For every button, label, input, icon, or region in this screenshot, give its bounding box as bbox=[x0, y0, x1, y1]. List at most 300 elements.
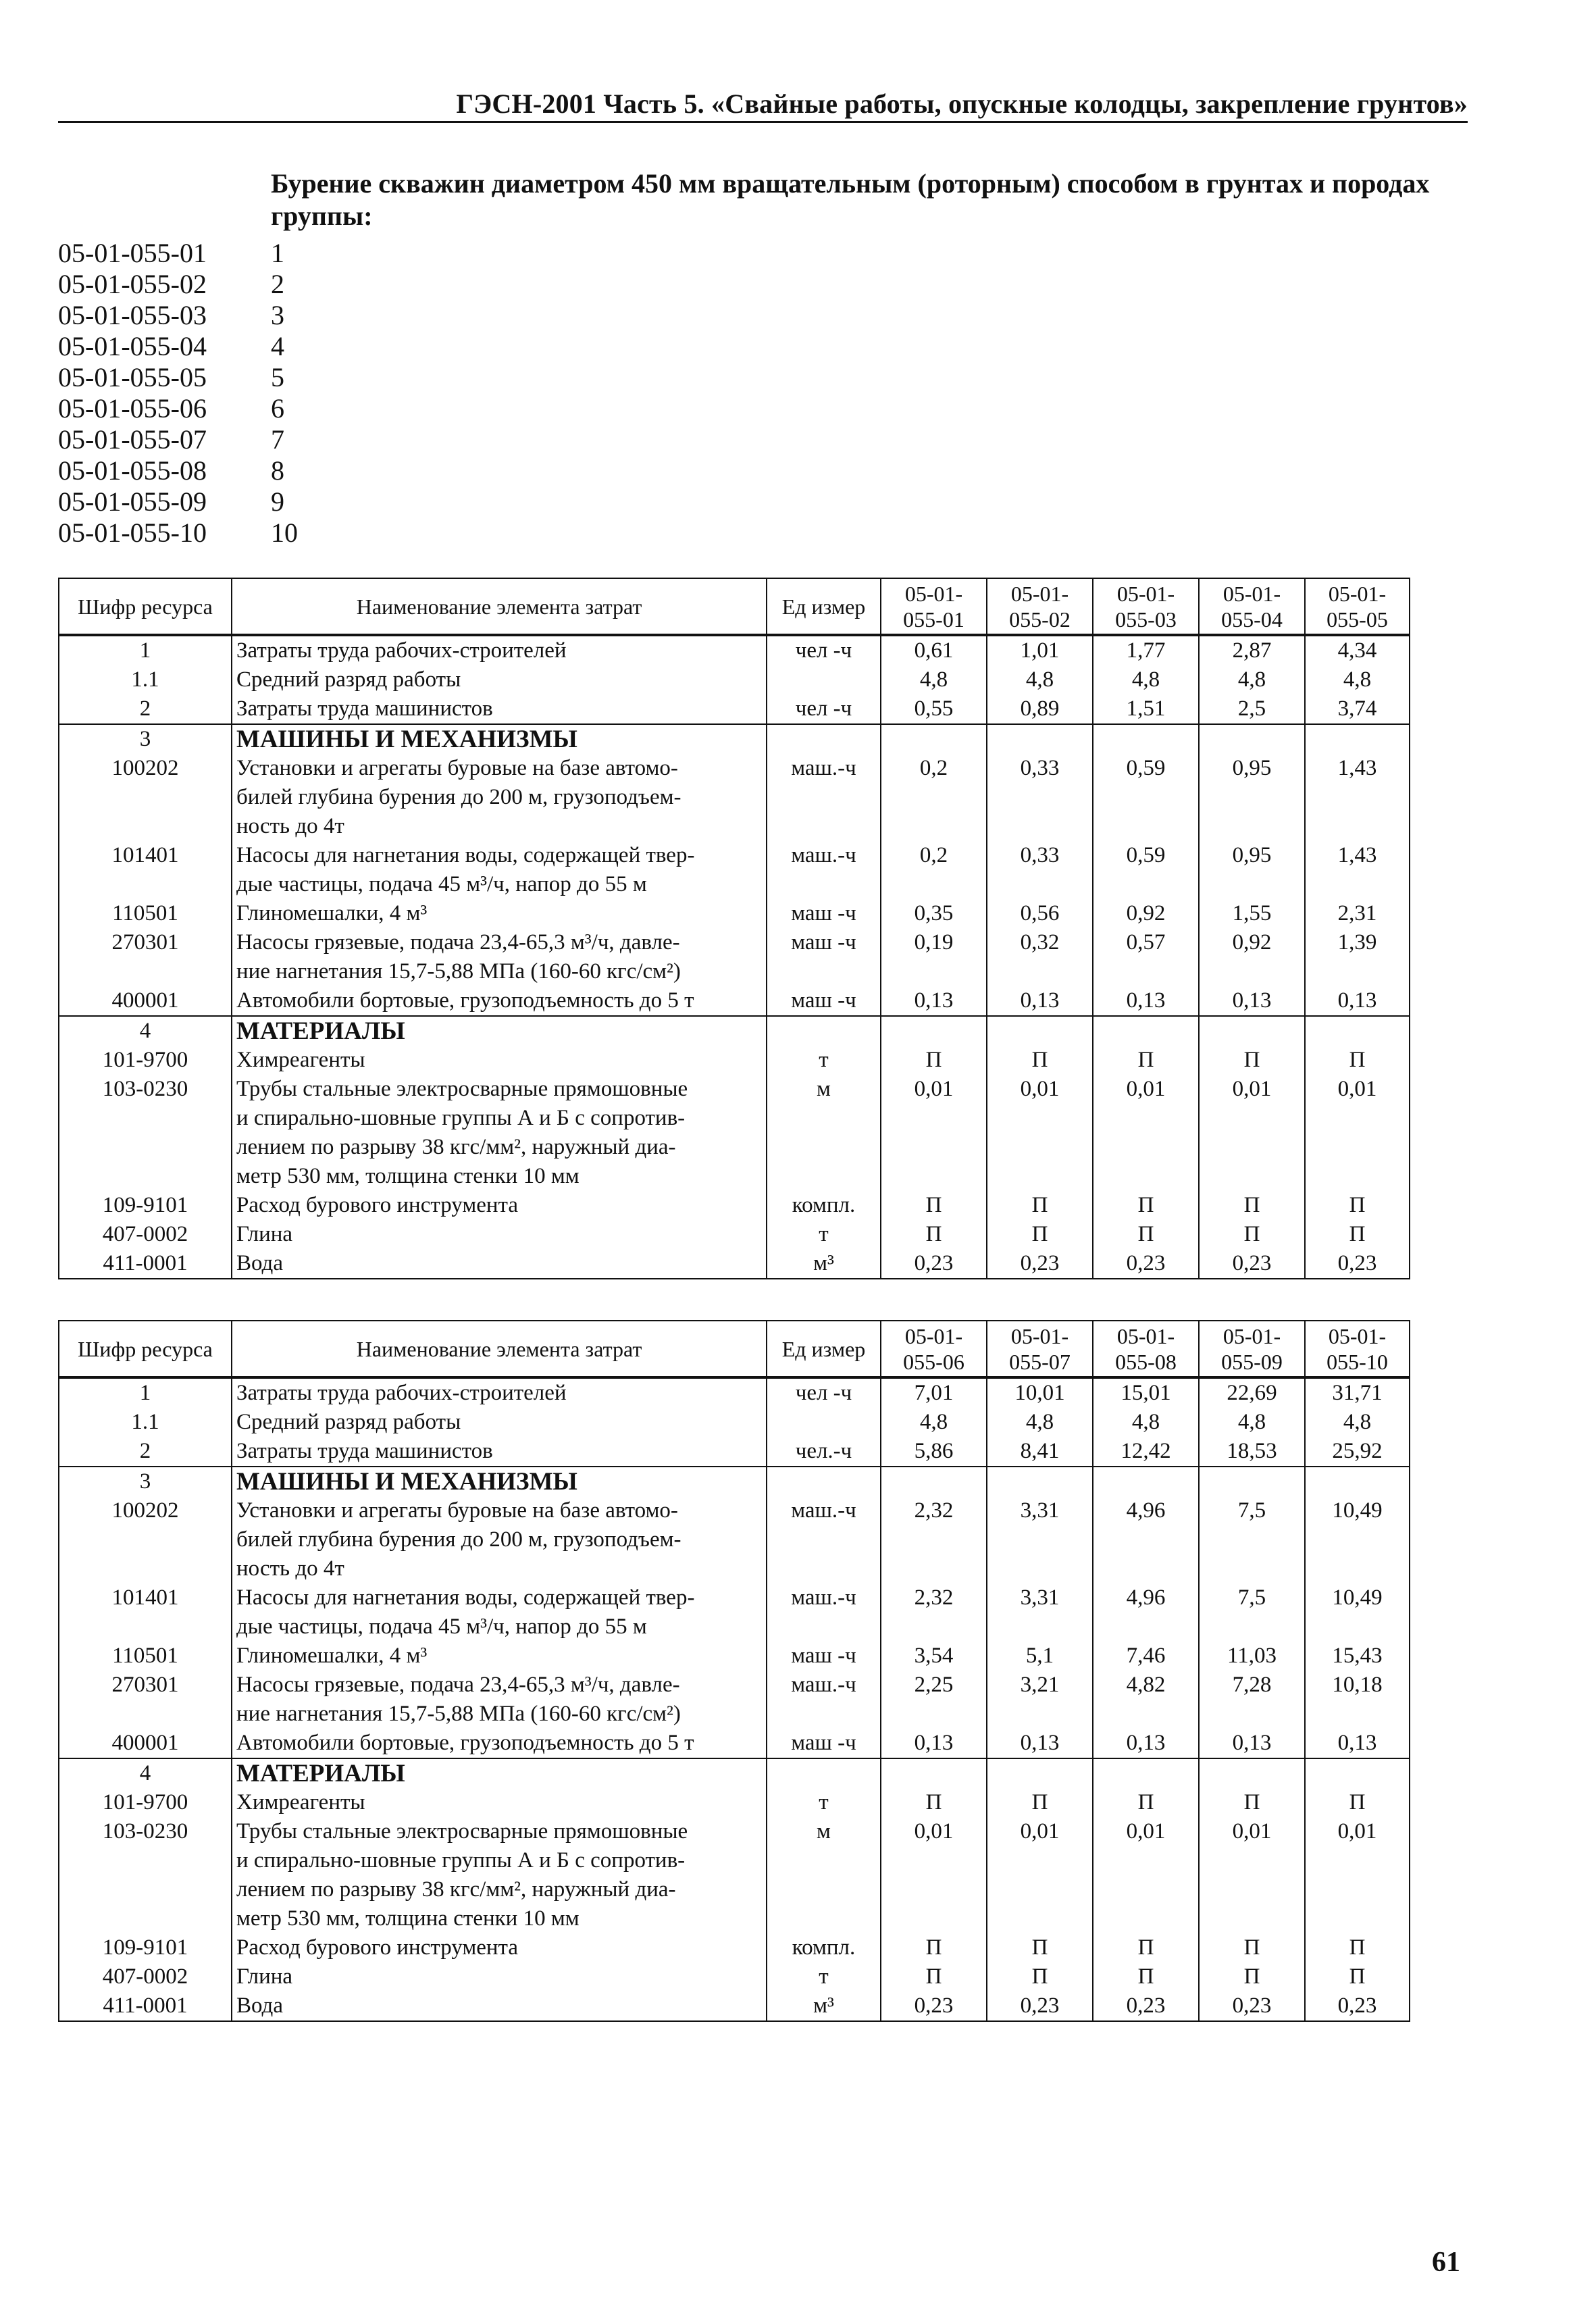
resource-name-line: метр 530 мм, толщина стенки 10 мм bbox=[236, 1164, 580, 1188]
resource-name-line: Глиномешалки, 4 м³ bbox=[236, 901, 428, 925]
resource-row bbox=[59, 1408, 1410, 1437]
resource-name-line: ность до 4т bbox=[236, 814, 344, 838]
code-row bbox=[58, 393, 1470, 424]
resource-code: 407-0002 bbox=[59, 1220, 232, 1249]
value-cell: 11,03 bbox=[1199, 1642, 1305, 1671]
value-cell: П bbox=[1305, 1788, 1410, 1817]
value-cell: П bbox=[1093, 1933, 1199, 1962]
section-row bbox=[59, 724, 1410, 754]
header-norm-code: 05-01-055-03 bbox=[1093, 578, 1199, 635]
resource-name-line: Затраты труда рабочих-строителей bbox=[236, 638, 567, 663]
value-cell: 0,13 bbox=[1199, 986, 1305, 1016]
resource-code: 109-9101 bbox=[59, 1191, 232, 1220]
value-cell: 4,8 bbox=[1199, 665, 1305, 694]
resource-code: 400001 bbox=[59, 1729, 232, 1758]
resource-name-line: Насосы грязевые, подача 23,4-65,3 м³/ч, давле- bbox=[236, 930, 680, 955]
norm-code: 05-01-055-07 bbox=[58, 424, 207, 455]
resource-name bbox=[232, 1467, 767, 1496]
norm-code: 05-01-055-01 bbox=[58, 238, 207, 268]
header-norm-code: 05-01-055-07 bbox=[987, 1321, 1093, 1377]
value-cell: П bbox=[1305, 1933, 1410, 1962]
value-cell: П bbox=[1093, 1191, 1199, 1220]
value-cell: П bbox=[881, 1788, 987, 1817]
code-row bbox=[58, 362, 1470, 393]
resource-name-line: ность до 4т bbox=[236, 1556, 344, 1581]
resource-name-line: метр 530 мм, толщина стенки 10 мм bbox=[236, 1906, 580, 1931]
value-cell: 0,57 bbox=[1093, 928, 1199, 986]
norm-code: 05-01-055-10 bbox=[58, 517, 207, 548]
value-cell: 0,01 bbox=[1199, 1817, 1305, 1933]
value-cell: 0,32 bbox=[987, 928, 1093, 986]
code-row bbox=[58, 517, 1470, 549]
resource-row bbox=[59, 1191, 1410, 1220]
resource-name-line: Насосы для нагнетания воды, содержащей твер- bbox=[236, 843, 695, 867]
value-cell: 4,96 bbox=[1093, 1496, 1199, 1583]
value-cell: 0,2 bbox=[881, 754, 987, 841]
value-cell: 0,13 bbox=[881, 986, 987, 1016]
header-norm-code: 05-01-055-05 bbox=[1305, 578, 1410, 635]
value-cell bbox=[881, 1016, 987, 1046]
value-cell: 4,82 bbox=[1093, 1671, 1199, 1729]
resource-row bbox=[59, 635, 1410, 665]
unit-cell: маш.-ч bbox=[767, 1496, 881, 1583]
header-unit: Ед измер bbox=[767, 1321, 881, 1377]
unit-cell: маш -ч bbox=[767, 986, 881, 1016]
resource-code: 1.1 bbox=[59, 1408, 232, 1437]
resource-name bbox=[232, 899, 767, 928]
value-cell: 2,32 bbox=[881, 1496, 987, 1583]
resource-code: 270301 bbox=[59, 928, 232, 986]
resource-code: 100202 bbox=[59, 754, 232, 841]
resource-code: 411-0001 bbox=[59, 1991, 232, 2021]
soil-group: 1 bbox=[271, 238, 284, 268]
resource-row bbox=[59, 665, 1410, 694]
code-row bbox=[58, 424, 1470, 455]
value-cell: 22,69 bbox=[1199, 1377, 1305, 1408]
header-name: Наименование элемента затрат bbox=[232, 578, 767, 635]
unit-cell: чел -ч bbox=[767, 635, 881, 665]
resource-row bbox=[59, 1788, 1410, 1817]
value-cell: 4,8 bbox=[1199, 1408, 1305, 1437]
value-cell: 0,95 bbox=[1199, 754, 1305, 841]
unit-cell: маш -ч bbox=[767, 928, 881, 986]
value-cell: 4,8 bbox=[1305, 665, 1410, 694]
value-cell: 0,23 bbox=[1305, 1249, 1410, 1279]
value-cell: 4,8 bbox=[1093, 1408, 1199, 1437]
unit-cell: м bbox=[767, 1075, 881, 1191]
value-cell: 0,23 bbox=[1093, 1249, 1199, 1279]
value-cell: 7,01 bbox=[881, 1377, 987, 1408]
value-cell: 0,01 bbox=[1093, 1075, 1199, 1191]
value-cell: 15,43 bbox=[1305, 1642, 1410, 1671]
value-cell: 1,43 bbox=[1305, 841, 1410, 899]
resource-name-line: МАШИНЫ И МЕХАНИЗМЫ bbox=[236, 726, 577, 753]
resource-name-line: Расход бурового инструмента bbox=[236, 1193, 518, 1217]
header-code: Шифр ресурса bbox=[59, 1321, 232, 1377]
resource-name-line: дые частицы, подача 45 м³/ч, напор до 55 м bbox=[236, 872, 647, 896]
value-cell: 3,31 bbox=[987, 1583, 1093, 1642]
value-cell: 5,1 bbox=[987, 1642, 1093, 1671]
value-cell: П bbox=[1093, 1962, 1199, 1991]
resource-name bbox=[232, 1933, 767, 1962]
resource-table-1 bbox=[58, 578, 1410, 1279]
unit-cell bbox=[767, 1758, 881, 1788]
value-cell: 0,13 bbox=[1305, 1729, 1410, 1758]
resource-name-line: Трубы стальные электросварные прямошовные bbox=[236, 1077, 688, 1101]
soil-group: 9 bbox=[271, 486, 284, 517]
value-cell: 0,01 bbox=[1093, 1817, 1199, 1933]
resource-row bbox=[59, 1991, 1410, 2021]
value-cell: 25,92 bbox=[1305, 1437, 1410, 1467]
resource-row bbox=[59, 1377, 1410, 1408]
resource-row bbox=[59, 1075, 1410, 1191]
resource-name-line: Установки и агрегаты буровые на базе автомо- bbox=[236, 1498, 678, 1523]
header-norm-code: 05-01-055-06 bbox=[881, 1321, 987, 1377]
resource-code: 100202 bbox=[59, 1496, 232, 1583]
value-cell: П bbox=[987, 1191, 1093, 1220]
unit-cell bbox=[767, 665, 881, 694]
resource-row bbox=[59, 1933, 1410, 1962]
value-cell: 31,71 bbox=[1305, 1377, 1410, 1408]
resource-name-line: Автомобили бортовые, грузоподъемность до 5 т bbox=[236, 1731, 694, 1755]
value-cell: 10,49 bbox=[1305, 1496, 1410, 1583]
value-cell: 0,13 bbox=[987, 986, 1093, 1016]
resource-row bbox=[59, 1671, 1410, 1729]
resource-code: 103-0230 bbox=[59, 1075, 232, 1191]
value-cell: П bbox=[1305, 1962, 1410, 1991]
resource-name-line: Средний разряд работы bbox=[236, 667, 461, 692]
value-cell: 0,89 bbox=[987, 694, 1093, 724]
resource-row bbox=[59, 694, 1410, 724]
value-cell: П bbox=[1305, 1046, 1410, 1075]
header-norm-code: 05-01-055-04 bbox=[1199, 578, 1305, 635]
unit-cell: компл. bbox=[767, 1191, 881, 1220]
resource-row bbox=[59, 1046, 1410, 1075]
intro-title: Бурение скважин диаметром 450 мм вращательным (роторным) способом в грунтах и породах группы: bbox=[271, 168, 1430, 231]
resource-name-line: и спирально-шовные группы А и Б с сопротив- bbox=[236, 1848, 686, 1873]
resource-name-line: Глина bbox=[236, 1222, 293, 1246]
resource-name-line: дые частицы, подача 45 м³/ч, напор до 55 м bbox=[236, 1615, 647, 1639]
value-cell: П bbox=[987, 1962, 1093, 1991]
value-cell: П bbox=[1093, 1788, 1199, 1817]
resource-name bbox=[232, 1642, 767, 1671]
value-cell: 0,01 bbox=[1305, 1817, 1410, 1933]
value-cell: П bbox=[1305, 1191, 1410, 1220]
resource-row bbox=[59, 1962, 1410, 1991]
resource-code: 2 bbox=[59, 1437, 232, 1467]
unit-cell: м³ bbox=[767, 1249, 881, 1279]
soil-group: 2 bbox=[271, 269, 284, 299]
resource-name-line: Средний разряд работы bbox=[236, 1410, 461, 1434]
value-cell bbox=[987, 1016, 1093, 1046]
section-row bbox=[59, 1016, 1410, 1046]
value-cell: 5,86 bbox=[881, 1437, 987, 1467]
value-cell: 0,61 bbox=[881, 635, 987, 665]
value-cell: 8,41 bbox=[987, 1437, 1093, 1467]
norm-code: 05-01-055-05 bbox=[58, 362, 207, 392]
norm-code: 05-01-055-02 bbox=[58, 269, 207, 299]
resource-row bbox=[59, 1496, 1410, 1583]
norm-code: 05-01-055-06 bbox=[58, 393, 207, 424]
value-cell: П bbox=[1305, 1220, 1410, 1249]
resource-name bbox=[232, 1817, 767, 1933]
resource-name bbox=[232, 635, 767, 665]
value-cell: 4,8 bbox=[881, 1408, 987, 1437]
value-cell: 0,55 bbox=[881, 694, 987, 724]
resource-code: 103-0230 bbox=[59, 1817, 232, 1933]
intro-block bbox=[58, 168, 1470, 549]
value-cell: 4,34 bbox=[1305, 635, 1410, 665]
header-norm-code: 05-01-055-08 bbox=[1093, 1321, 1199, 1377]
value-cell bbox=[1305, 1016, 1410, 1046]
value-cell: 0,01 bbox=[881, 1075, 987, 1191]
code-row bbox=[58, 238, 1470, 269]
soil-group: 7 bbox=[271, 424, 284, 455]
resource-name-line: и спирально-шовные группы А и Б с сопротив- bbox=[236, 1106, 686, 1130]
resource-name bbox=[232, 1191, 767, 1220]
code-row bbox=[58, 300, 1470, 331]
unit-cell: т bbox=[767, 1962, 881, 1991]
running-header: ГЭСН-2001 Часть 5. «Свайные работы, опускные колодцы, закрепление грунтов» bbox=[58, 88, 1468, 123]
value-cell: 1,43 bbox=[1305, 754, 1410, 841]
value-cell: 0,01 bbox=[881, 1817, 987, 1933]
value-cell: 0,59 bbox=[1093, 841, 1199, 899]
resource-name-line: Глина bbox=[236, 1964, 293, 1989]
value-cell: 0,13 bbox=[1093, 986, 1199, 1016]
resource-name bbox=[232, 1220, 767, 1249]
header-unit: Ед измер bbox=[767, 578, 881, 635]
value-cell: 3,74 bbox=[1305, 694, 1410, 724]
value-cell bbox=[881, 1758, 987, 1788]
header-norm-code: 05-01-055-10 bbox=[1305, 1321, 1410, 1377]
value-cell: 4,96 bbox=[1093, 1583, 1199, 1642]
value-cell bbox=[1199, 1467, 1305, 1496]
resource-row bbox=[59, 1437, 1410, 1467]
unit-cell: т bbox=[767, 1788, 881, 1817]
value-cell: 0,23 bbox=[1093, 1991, 1199, 2021]
resource-row bbox=[59, 986, 1410, 1016]
resource-name bbox=[232, 1437, 767, 1467]
resource-name bbox=[232, 1249, 767, 1279]
soil-group: 8 bbox=[271, 455, 284, 486]
value-cell: 2,32 bbox=[881, 1583, 987, 1642]
resource-name-line: МАШИНЫ И МЕХАНИЗМЫ bbox=[236, 1468, 577, 1496]
value-cell: П bbox=[1199, 1220, 1305, 1249]
value-cell: 0,95 bbox=[1199, 841, 1305, 899]
value-cell bbox=[987, 1758, 1093, 1788]
value-cell: 4,8 bbox=[1093, 665, 1199, 694]
value-cell: 0,92 bbox=[1093, 899, 1199, 928]
value-cell: 15,01 bbox=[1093, 1377, 1199, 1408]
resource-name-line: Затраты труда рабочих-строителей bbox=[236, 1381, 567, 1405]
unit-cell: компл. bbox=[767, 1933, 881, 1962]
unit-cell bbox=[767, 1467, 881, 1496]
resource-name-line: ние нагнетания 15,7-5,88 МПа (160-60 кгс/см²) bbox=[236, 1702, 681, 1726]
value-cell: 0,2 bbox=[881, 841, 987, 899]
value-cell: 7,46 bbox=[1093, 1642, 1199, 1671]
resource-name-line: Трубы стальные электросварные прямошовные bbox=[236, 1819, 688, 1844]
value-cell bbox=[1199, 724, 1305, 754]
resource-name-line: Вода bbox=[236, 1251, 283, 1275]
soil-group: 10 bbox=[271, 517, 298, 548]
value-cell: 0,01 bbox=[1305, 1075, 1410, 1191]
resource-name bbox=[232, 1962, 767, 1991]
resource-code: 110501 bbox=[59, 1642, 232, 1671]
resource-name-line: билей глубина бурения до 200 м, грузоподъем- bbox=[236, 785, 681, 809]
value-cell: 10,01 bbox=[987, 1377, 1093, 1408]
table-header-row bbox=[59, 578, 1410, 635]
unit-cell: м bbox=[767, 1817, 881, 1933]
resource-code: 110501 bbox=[59, 899, 232, 928]
unit-cell: маш.-ч bbox=[767, 841, 881, 899]
resource-name bbox=[232, 841, 767, 899]
header-norm-code: 05-01-055-02 bbox=[987, 578, 1093, 635]
resource-row bbox=[59, 1220, 1410, 1249]
header-name: Наименование элемента затрат bbox=[232, 1321, 767, 1377]
norm-code: 05-01-055-09 bbox=[58, 486, 207, 517]
unit-cell: маш -ч bbox=[767, 899, 881, 928]
resource-name bbox=[232, 1729, 767, 1758]
value-cell: 0,01 bbox=[987, 1075, 1093, 1191]
resource-name bbox=[232, 754, 767, 841]
value-cell: П bbox=[1199, 1046, 1305, 1075]
resource-code: 2 bbox=[59, 694, 232, 724]
resource-table-2 bbox=[58, 1320, 1410, 2022]
unit-cell: маш.-ч bbox=[767, 1583, 881, 1642]
resource-code: 3 bbox=[59, 1467, 232, 1496]
value-cell bbox=[1305, 1758, 1410, 1788]
resource-row bbox=[59, 1729, 1410, 1758]
value-cell: П bbox=[881, 1962, 987, 1991]
unit-cell: маш -ч bbox=[767, 1729, 881, 1758]
resource-name-line: Химреагенты bbox=[236, 1048, 365, 1072]
value-cell: 10,18 bbox=[1305, 1671, 1410, 1729]
resource-row bbox=[59, 1583, 1410, 1642]
unit-cell: маш -ч bbox=[767, 1642, 881, 1671]
resource-code: 1 bbox=[59, 1377, 232, 1408]
value-cell: 7,5 bbox=[1199, 1583, 1305, 1642]
unit-cell: чел.-ч bbox=[767, 1437, 881, 1467]
value-cell: 0,33 bbox=[987, 754, 1093, 841]
value-cell: 0,23 bbox=[1199, 1991, 1305, 2021]
value-cell: 0,92 bbox=[1199, 928, 1305, 986]
value-cell: 12,42 bbox=[1093, 1437, 1199, 1467]
unit-cell bbox=[767, 1408, 881, 1437]
value-cell: 1,77 bbox=[1093, 635, 1199, 665]
value-cell: 0,23 bbox=[881, 1249, 987, 1279]
resource-code: 101401 bbox=[59, 1583, 232, 1642]
resource-name-line: билей глубина бурения до 200 м, грузоподъем- bbox=[236, 1527, 681, 1552]
resource-row bbox=[59, 841, 1410, 899]
norm-code: 05-01-055-03 bbox=[58, 300, 207, 330]
value-cell: 2,25 bbox=[881, 1671, 987, 1729]
value-cell: 18,53 bbox=[1199, 1437, 1305, 1467]
unit-cell bbox=[767, 1016, 881, 1046]
resource-name-line: Вода bbox=[236, 1993, 283, 2018]
resource-code: 1 bbox=[59, 635, 232, 665]
value-cell: П bbox=[1199, 1788, 1305, 1817]
resource-code: 270301 bbox=[59, 1671, 232, 1729]
soil-group: 4 bbox=[271, 331, 284, 361]
value-cell: 0,33 bbox=[987, 841, 1093, 899]
value-cell: 0,19 bbox=[881, 928, 987, 986]
unit-cell: чел -ч bbox=[767, 694, 881, 724]
value-cell bbox=[1093, 1016, 1199, 1046]
resource-name bbox=[232, 1671, 767, 1729]
soil-group: 5 bbox=[271, 362, 284, 392]
value-cell: 7,5 bbox=[1199, 1496, 1305, 1583]
value-cell bbox=[1093, 1467, 1199, 1496]
value-cell: 1,01 bbox=[987, 635, 1093, 665]
value-cell: 0,13 bbox=[1199, 1729, 1305, 1758]
value-cell: П bbox=[881, 1933, 987, 1962]
norm-code: 05-01-055-04 bbox=[58, 331, 207, 361]
value-cell: 0,01 bbox=[987, 1817, 1093, 1933]
value-cell: 2,87 bbox=[1199, 635, 1305, 665]
resource-row bbox=[59, 928, 1410, 986]
value-cell: 4,8 bbox=[987, 1408, 1093, 1437]
value-cell: 1,55 bbox=[1199, 899, 1305, 928]
value-cell: 2,5 bbox=[1199, 694, 1305, 724]
resource-code: 101-9700 bbox=[59, 1788, 232, 1817]
code-list bbox=[58, 238, 1470, 549]
value-cell: 0,23 bbox=[987, 1991, 1093, 2021]
resource-name-line: лением по разрыву 38 кгс/мм², наружный диа- bbox=[236, 1135, 676, 1159]
value-cell: 0,13 bbox=[1093, 1729, 1199, 1758]
value-cell: 0,23 bbox=[881, 1991, 987, 2021]
resource-name-line: Затраты труда машинистов bbox=[236, 1439, 493, 1463]
resource-code: 411-0001 bbox=[59, 1249, 232, 1279]
code-row bbox=[58, 331, 1470, 362]
norm-code: 05-01-055-08 bbox=[58, 455, 207, 486]
value-cell: 4,8 bbox=[987, 665, 1093, 694]
resource-name-line: МАТЕРИАЛЫ bbox=[236, 1017, 405, 1045]
code-row bbox=[58, 269, 1470, 300]
value-cell: П bbox=[1093, 1220, 1199, 1249]
unit-cell bbox=[767, 724, 881, 754]
value-cell: 2,31 bbox=[1305, 899, 1410, 928]
value-cell: 0,13 bbox=[881, 1729, 987, 1758]
unit-cell: т bbox=[767, 1220, 881, 1249]
value-cell: П bbox=[1199, 1933, 1305, 1962]
resource-row bbox=[59, 1642, 1410, 1671]
resource-code: 4 bbox=[59, 1016, 232, 1046]
resource-name-line: Автомобили бортовые, грузоподъемность до 5 т bbox=[236, 988, 694, 1013]
unit-cell: чел -ч bbox=[767, 1377, 881, 1408]
resource-name bbox=[232, 986, 767, 1016]
resource-name-line: Расход бурового инструмента bbox=[236, 1935, 518, 1960]
value-cell: 4,8 bbox=[881, 665, 987, 694]
header-norm-code: 05-01-055-09 bbox=[1199, 1321, 1305, 1377]
code-row bbox=[58, 486, 1470, 517]
resource-code: 3 bbox=[59, 724, 232, 754]
resource-name bbox=[232, 724, 767, 754]
resource-name bbox=[232, 1075, 767, 1191]
unit-cell: т bbox=[767, 1046, 881, 1075]
resource-code: 1.1 bbox=[59, 665, 232, 694]
resource-name bbox=[232, 1758, 767, 1788]
value-cell: 3,54 bbox=[881, 1642, 987, 1671]
value-cell: 3,31 bbox=[987, 1496, 1093, 1583]
resource-code: 407-0002 bbox=[59, 1962, 232, 1991]
header-code: Шифр ресурса bbox=[59, 578, 232, 635]
header-norm-code: 05-01-055-01 bbox=[881, 578, 987, 635]
resource-name-line: МАТЕРИАЛЫ bbox=[236, 1760, 405, 1787]
resource-name-line: Глиномешалки, 4 м³ bbox=[236, 1644, 428, 1668]
value-cell bbox=[1093, 1758, 1199, 1788]
resource-name bbox=[232, 1377, 767, 1408]
value-cell: П bbox=[987, 1220, 1093, 1249]
